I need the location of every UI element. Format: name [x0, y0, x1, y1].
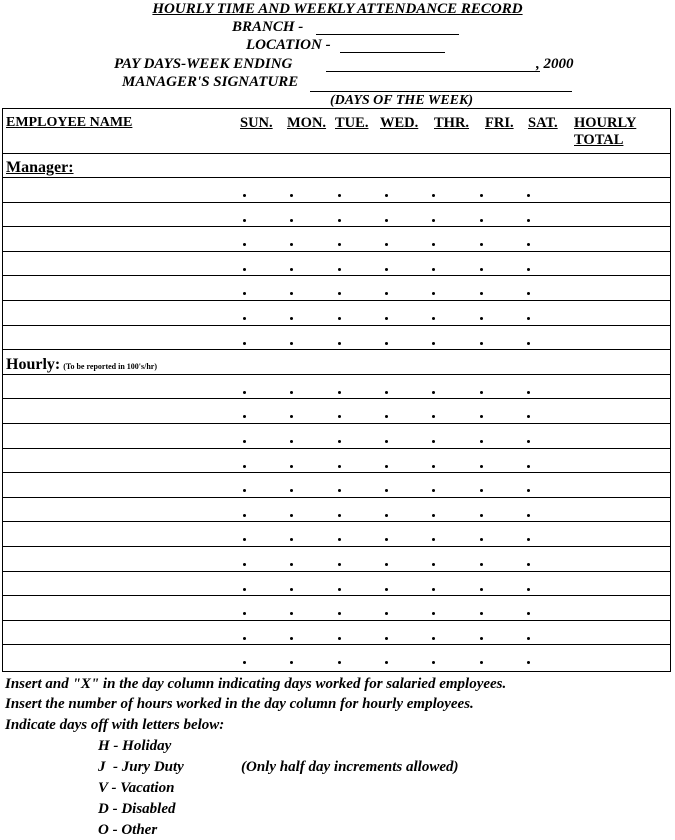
table-row — [3, 300, 670, 301]
table-row — [3, 595, 670, 596]
day-cell-dot — [243, 268, 246, 271]
day-cell-dot — [527, 391, 530, 394]
day-cell-dot — [385, 612, 388, 615]
day-cell-dot — [385, 489, 388, 492]
hourly-section-note: (To be reported in 100's/hr) — [63, 362, 157, 371]
legend-holiday: H - Holiday — [98, 738, 172, 754]
day-cell-dot — [290, 538, 293, 541]
day-cell-dot — [385, 661, 388, 664]
manager-section-label: Manager: — [6, 159, 74, 176]
day-cell-dot — [527, 194, 530, 197]
year-text: , 2000 — [536, 56, 574, 72]
table-row — [3, 620, 670, 621]
day-cell-dot — [432, 514, 435, 517]
day-cell-dot — [527, 342, 530, 345]
col-sun: SUN. — [240, 115, 273, 131]
day-cell-dot — [243, 465, 246, 468]
header-divider — [3, 153, 670, 154]
day-cell-dot — [527, 637, 530, 640]
branch-label: BRANCH - — [232, 19, 304, 35]
day-cell-dot — [432, 440, 435, 443]
col-tue: TUE. — [335, 115, 369, 131]
day-cell-dot — [432, 391, 435, 394]
day-cell-dot — [432, 292, 435, 295]
day-cell-dot — [527, 489, 530, 492]
col-employee-name: EMPLOYEE NAME — [6, 115, 133, 130]
day-cell-dot — [385, 317, 388, 320]
day-cell-dot — [385, 391, 388, 394]
day-cell-dot — [480, 391, 483, 394]
instruction-line-2: Insert the number of hours worked in the day column for hourly employees. — [5, 696, 474, 712]
day-cell-dot — [290, 415, 293, 418]
day-cell-dot — [338, 391, 341, 394]
day-cell-dot — [385, 538, 388, 541]
day-cell-dot — [290, 219, 293, 222]
day-cell-dot — [527, 514, 530, 517]
table-row — [3, 546, 670, 547]
day-cell-dot — [290, 465, 293, 468]
day-cell-dot — [385, 514, 388, 517]
day-cell-dot — [527, 588, 530, 591]
table-row — [3, 202, 670, 203]
table-row — [3, 644, 670, 645]
day-cell-dot — [480, 661, 483, 664]
day-cell-dot — [385, 637, 388, 640]
col-thr: THR. — [434, 115, 470, 131]
signature-label: MANAGER'S SIGNATURE — [122, 74, 299, 90]
day-cell-dot — [338, 342, 341, 345]
day-cell-dot — [480, 489, 483, 492]
day-cell-dot — [385, 588, 388, 591]
days-caption: (DAYS OF THE WEEK) — [330, 93, 474, 108]
day-cell-dot — [290, 440, 293, 443]
day-cell-dot — [338, 514, 341, 517]
day-cell-dot — [527, 243, 530, 246]
day-cell-dot — [480, 612, 483, 615]
table-row — [3, 571, 670, 572]
table-row — [3, 497, 670, 498]
day-cell-dot — [243, 342, 246, 345]
day-cell-dot — [290, 514, 293, 517]
day-cell-dot — [290, 563, 293, 566]
day-cell-dot — [432, 612, 435, 615]
day-cell-dot — [527, 612, 530, 615]
day-cell-dot — [480, 317, 483, 320]
day-cell-dot — [385, 268, 388, 271]
location-field[interactable] — [340, 52, 445, 53]
day-cell-dot — [290, 194, 293, 197]
day-cell-dot — [290, 588, 293, 591]
day-cell-dot — [338, 465, 341, 468]
col-sat: SAT. — [528, 115, 558, 131]
day-cell-dot — [527, 538, 530, 541]
day-cell-dot — [243, 588, 246, 591]
day-cell-dot — [243, 317, 246, 320]
day-cell-dot — [432, 219, 435, 222]
day-cell-dot — [243, 292, 246, 295]
day-cell-dot — [243, 194, 246, 197]
day-cell-dot — [385, 440, 388, 443]
day-cell-dot — [480, 194, 483, 197]
legend-vacation: V - Vacation — [98, 780, 175, 796]
day-cell-dot — [243, 440, 246, 443]
day-cell-dot — [338, 243, 341, 246]
day-cell-dot — [385, 243, 388, 246]
pay-days-label: PAY DAYS-WEEK ENDING — [114, 56, 293, 72]
table-row — [3, 251, 670, 252]
day-cell-dot — [432, 538, 435, 541]
day-cell-dot — [480, 292, 483, 295]
day-cell-dot — [243, 637, 246, 640]
hourly-section-label — [6, 356, 157, 374]
day-cell-dot — [480, 243, 483, 246]
day-cell-dot — [432, 465, 435, 468]
day-cell-dot — [385, 219, 388, 222]
day-cell-dot — [338, 219, 341, 222]
day-cell-dot — [338, 440, 341, 443]
day-cell-dot — [527, 317, 530, 320]
day-cell-dot — [432, 661, 435, 664]
section-divider — [3, 177, 670, 178]
table-row — [3, 423, 670, 424]
week-ending-field[interactable] — [326, 71, 540, 72]
day-cell-dot — [480, 342, 483, 345]
day-cell-dot — [432, 637, 435, 640]
legend-other: O - Other — [98, 822, 158, 838]
day-cell-dot — [338, 292, 341, 295]
legend-disabled: D - Disabled — [98, 801, 176, 817]
day-cell-dot — [432, 243, 435, 246]
instruction-line-3: Indicate days off with letters below: — [5, 717, 225, 733]
table-row — [3, 275, 670, 276]
legend-jury-duty: J - Jury Duty — [98, 759, 184, 775]
day-cell-dot — [290, 489, 293, 492]
day-cell-dot — [527, 563, 530, 566]
col-hourly-total-line1: HOURLY — [574, 115, 637, 131]
day-cell-dot — [290, 292, 293, 295]
day-cell-dot — [243, 538, 246, 541]
day-cell-dot — [338, 194, 341, 197]
day-cell-dot — [527, 465, 530, 468]
day-cell-dot — [480, 637, 483, 640]
day-cell-dot — [338, 538, 341, 541]
day-cell-dot — [385, 563, 388, 566]
legend-note: (Only half day increments allowed) — [241, 759, 459, 775]
day-cell-dot — [432, 563, 435, 566]
day-cell-dot — [338, 317, 341, 320]
day-cell-dot — [527, 292, 530, 295]
day-cell-dot — [338, 563, 341, 566]
day-cell-dot — [385, 465, 388, 468]
day-cell-dot — [480, 415, 483, 418]
day-cell-dot — [243, 514, 246, 517]
day-cell-dot — [527, 268, 530, 271]
day-cell-dot — [527, 219, 530, 222]
day-cell-dot — [432, 489, 435, 492]
col-hourly-total-line2: TOTAL — [574, 132, 624, 148]
day-cell-dot — [290, 342, 293, 345]
col-hourly-total — [574, 115, 636, 149]
form-title: HOURLY TIME AND WEEKLY ATTENDANCE RECORD — [152, 1, 523, 17]
day-cell-dot — [385, 342, 388, 345]
table-row — [3, 472, 670, 473]
day-cell-dot — [432, 317, 435, 320]
hourly-section-title: Hourly: — [6, 356, 61, 373]
day-cell-dot — [480, 563, 483, 566]
table-row — [3, 349, 670, 350]
day-cell-dot — [338, 612, 341, 615]
attendance-table — [2, 108, 671, 672]
day-cell-dot — [243, 391, 246, 394]
col-fri: FRI. — [485, 115, 514, 131]
day-cell-dot — [480, 268, 483, 271]
day-cell-dot — [480, 538, 483, 541]
day-cell-dot — [338, 661, 341, 664]
day-cell-dot — [385, 415, 388, 418]
table-row — [3, 226, 670, 227]
day-cell-dot — [243, 415, 246, 418]
day-cell-dot — [432, 342, 435, 345]
col-wed: WED. — [380, 115, 419, 131]
day-cell-dot — [290, 661, 293, 664]
day-cell-dot — [290, 317, 293, 320]
day-cell-dot — [480, 588, 483, 591]
day-cell-dot — [527, 661, 530, 664]
location-label: LOCATION - — [246, 37, 331, 53]
day-cell-dot — [432, 588, 435, 591]
day-cell-dot — [290, 391, 293, 394]
day-cell-dot — [480, 465, 483, 468]
day-cell-dot — [480, 514, 483, 517]
day-cell-dot — [480, 440, 483, 443]
table-row — [3, 325, 670, 326]
day-cell-dot — [527, 415, 530, 418]
table-row — [3, 448, 670, 449]
day-cell-dot — [432, 415, 435, 418]
day-cell-dot — [527, 440, 530, 443]
day-cell-dot — [243, 219, 246, 222]
day-cell-dot — [432, 194, 435, 197]
day-cell-dot — [385, 292, 388, 295]
day-cell-dot — [290, 637, 293, 640]
day-cell-dot — [338, 637, 341, 640]
signature-field[interactable] — [310, 91, 572, 92]
day-cell-dot — [290, 268, 293, 271]
day-cell-dot — [243, 489, 246, 492]
day-cell-dot — [338, 489, 341, 492]
day-cell-dot — [432, 268, 435, 271]
instruction-line-1: Insert and "X" in the day column indicating days worked for salaried employees. — [5, 676, 507, 692]
day-cell-dot — [243, 612, 246, 615]
day-cell-dot — [338, 588, 341, 591]
branch-field[interactable] — [316, 34, 459, 35]
day-cell-dot — [385, 194, 388, 197]
day-cell-dot — [243, 661, 246, 664]
table-row — [3, 398, 670, 399]
day-cell-dot — [243, 563, 246, 566]
day-cell-dot — [338, 268, 341, 271]
col-mon: MON. — [287, 115, 327, 131]
day-cell-dot — [243, 243, 246, 246]
day-cell-dot — [480, 219, 483, 222]
day-cell-dot — [338, 415, 341, 418]
day-cell-dot — [290, 243, 293, 246]
day-cell-dot — [290, 612, 293, 615]
table-row — [3, 521, 670, 522]
section-divider — [3, 374, 670, 375]
